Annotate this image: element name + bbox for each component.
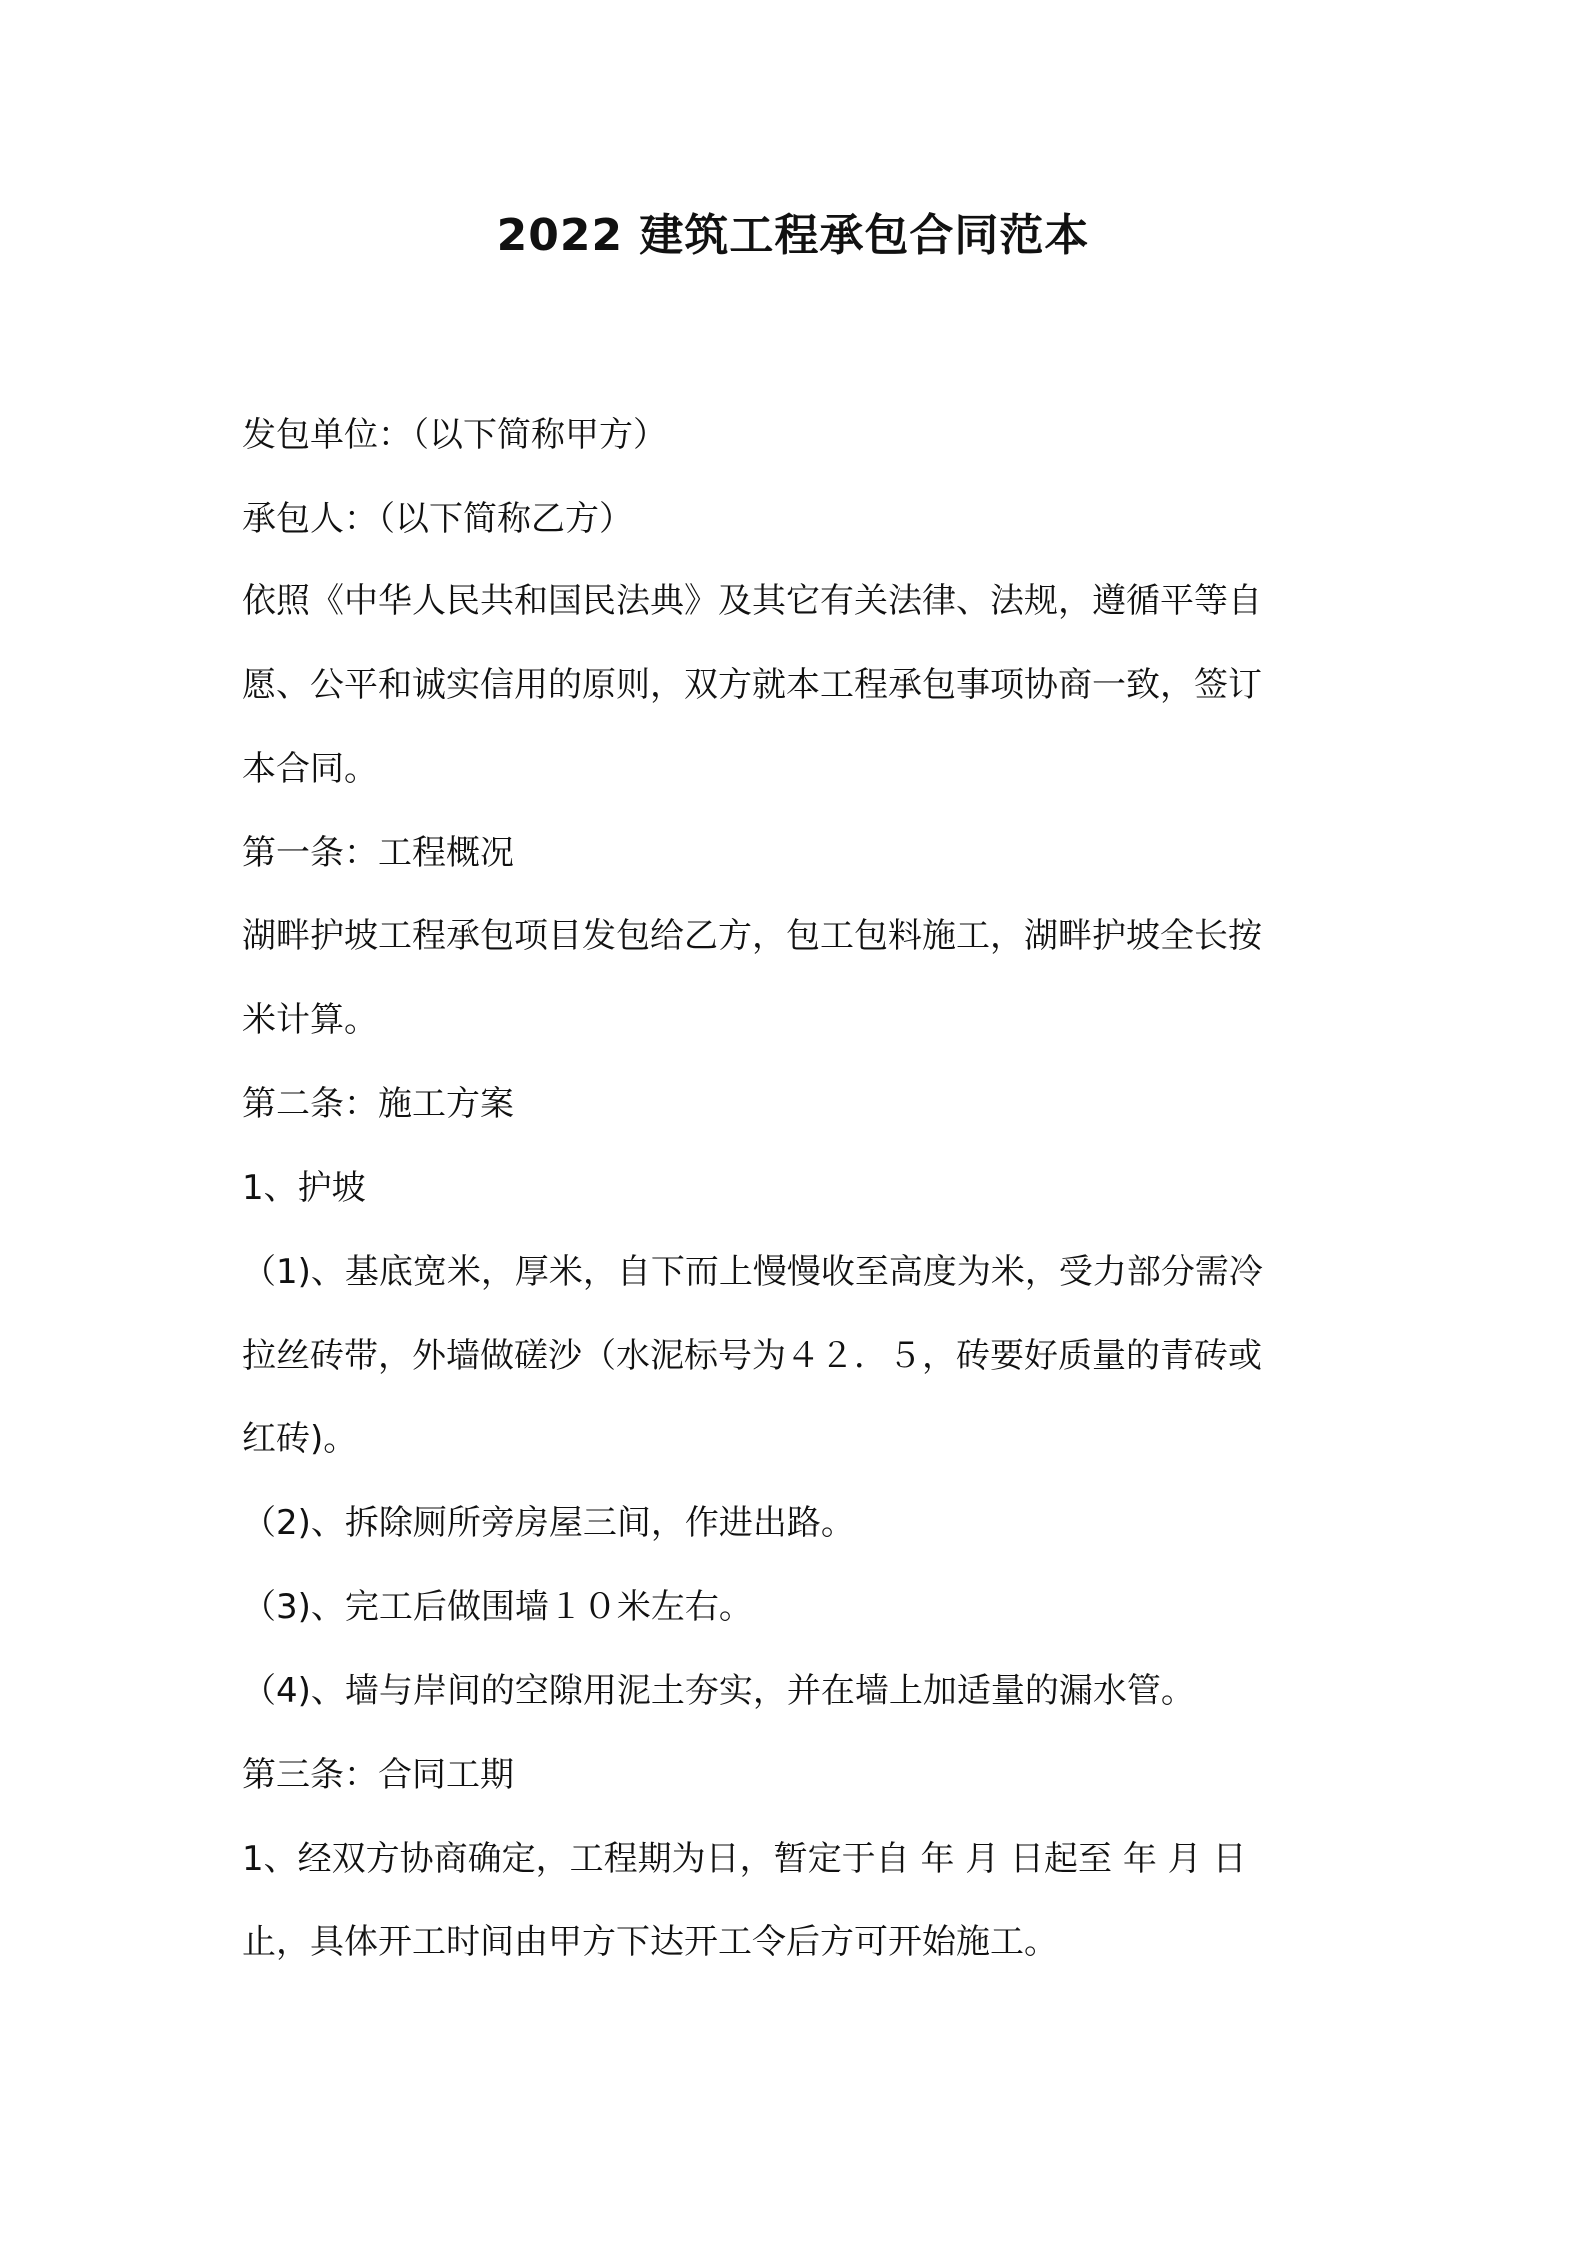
item-1-line-3: 红砖)。 — [242, 1419, 358, 1459]
article-3-text-line-1: 1、经双方协商确定，工程期为日，暂定于自 年 月 日起至 年 月 日 — [242, 1839, 1247, 1879]
article-3-heading: 第三条：合同工期 — [242, 1755, 514, 1795]
preamble-line-2: 愿、公平和诚实信用的原则，双方就本工程承包事项协商一致，签订 — [242, 665, 1262, 705]
article-2-heading: 第二条：施工方案 — [242, 1084, 514, 1124]
item-1-line-2: 拉丝砖带，外墙做磋沙（水泥标号为４２．５，砖要好质量的青砖或 — [242, 1336, 1262, 1376]
document-title: 2022 建筑工程承包合同范本 — [496, 210, 1090, 261]
article-1-text-line-2: 米计算。 — [242, 1000, 378, 1040]
item-1-line-1: （1)、基底宽米，厚米，自下而上慢慢收至高度为米，受力部分需冷 — [242, 1252, 1263, 1292]
item-3-line: （3)、完工后做围墙１０米左右。 — [242, 1587, 753, 1627]
preamble-line-1: 依照《中华人民共和国民法典》及其它有关法律、法规，遵循平等自 — [242, 581, 1262, 621]
article-3-text-line-2: 止，具体开工时间由甲方下达开工令后方可开始施工。 — [242, 1922, 1058, 1962]
article-1-heading: 第一条：工程概况 — [242, 833, 514, 873]
slope-protection-item: 1、护坡 — [242, 1168, 366, 1208]
party-b-line: 承包人：（以下简称乙方） — [242, 499, 633, 539]
article-1-text-line-1: 湖畔护坡工程承包项目发包给乙方，包工包料施工，湖畔护坡全长按 — [242, 916, 1262, 956]
item-4-line: （4)、墙与岸间的空隙用泥土夯实，并在墙上加适量的漏水管。 — [242, 1671, 1195, 1711]
preamble-line-3: 本合同。 — [242, 749, 378, 789]
item-2-line: （2)、拆除厕所旁房屋三间，作进出路。 — [242, 1503, 855, 1543]
party-a-line: 发包单位：（以下简称甲方） — [242, 415, 667, 455]
